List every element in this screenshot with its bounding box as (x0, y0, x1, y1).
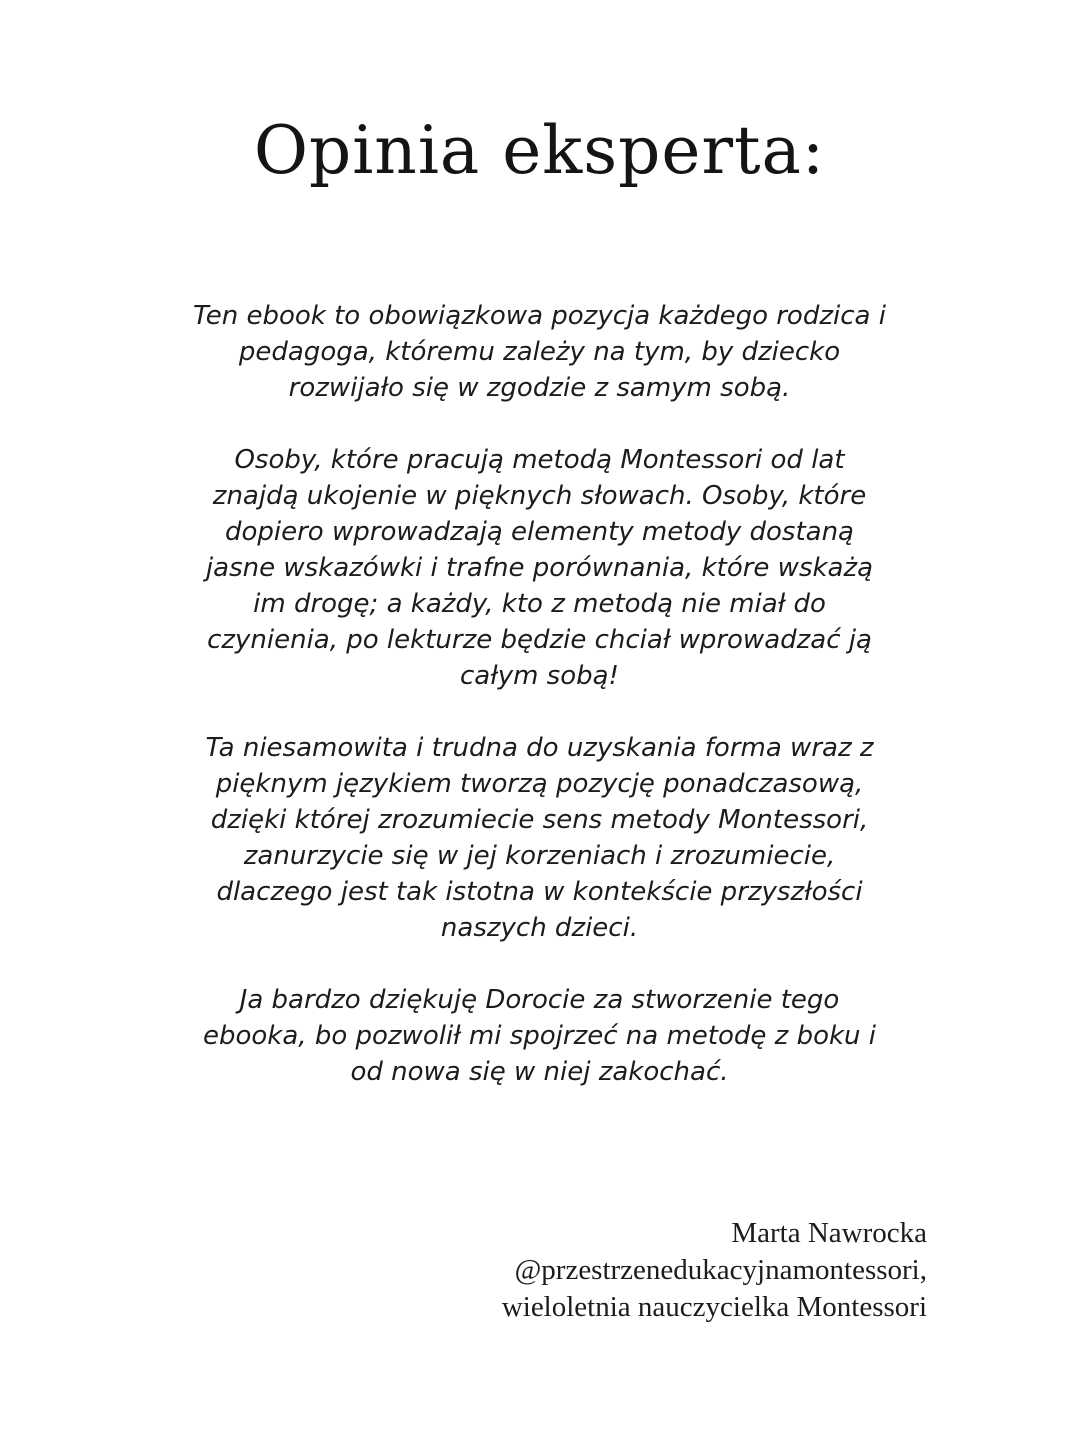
quote-line: od nowa się w niej zakochać. (350, 1057, 729, 1087)
signature (502, 1215, 927, 1326)
quote-paragraph-3 (100, 730, 979, 946)
paragraph-spacer (100, 694, 979, 730)
quote-paragraph-4 (100, 982, 979, 1090)
quote-line: ebooka, bo pozwolił mi spojrzeć na metodę z boku i (202, 1021, 877, 1051)
quote-line: zanurzycie się w jej korzeniach i zrozumiecie, (243, 841, 836, 871)
quote-line: znajdą ukojenie w pięknych słowach. Osoby, które (212, 481, 867, 511)
quote-line: dopiero wprowadzają elementy metody dostaną (224, 517, 854, 547)
paragraph-spacer (100, 406, 979, 442)
quote-line: Ta niesamowita i trudna do uzyskania forma wraz z (205, 733, 874, 763)
quote-paragraph-1 (100, 298, 979, 406)
quote-paragraph-2 (100, 442, 979, 694)
author-name: Marta Nawrocka (731, 1217, 927, 1249)
quote-line: naszych dzieci. (440, 913, 639, 943)
expert-quote (100, 298, 979, 1090)
author-role: wieloletnia nauczycielka Montessori (501, 1291, 927, 1323)
quote-line: całym sobą! (460, 661, 619, 691)
quote-line: dlaczego jest tak istotna w kontekście przyszłości (216, 877, 863, 907)
quote-line: pięknym językiem tworzą pozycję ponadczasową, (215, 769, 864, 799)
quote-line: dzięki której zrozumiecie sens metody Montessori, (210, 805, 869, 835)
quote-line: Ja bardzo dziękuję Dorocie za stworzenie tego (239, 985, 840, 1015)
page-title: Opinia eksperta: (253, 112, 826, 189)
quote-line: pedagoga, któremu zależy na tym, by dziecko (238, 337, 841, 367)
paragraph-spacer (100, 946, 979, 982)
quote-line: Osoby, które pracują metodą Montessori od lat (234, 445, 845, 475)
quote-line: im drogę; a każdy, kto z metodą nie miał do (253, 589, 826, 619)
quote-line: czynienia, po lekturze będzie chciał wprowadzać ją (207, 625, 872, 655)
author-handle: @przestrzenedukacyjnamontessori, (514, 1254, 927, 1286)
quote-line: jasne wskazówki i trafne porównania, które wskażą (205, 553, 874, 583)
quote-line: Ten ebook to obowiązkowa pozycja każdego rodzica i (193, 301, 886, 331)
quote-line: rozwijało się w zgodzie z samym sobą. (288, 373, 791, 403)
